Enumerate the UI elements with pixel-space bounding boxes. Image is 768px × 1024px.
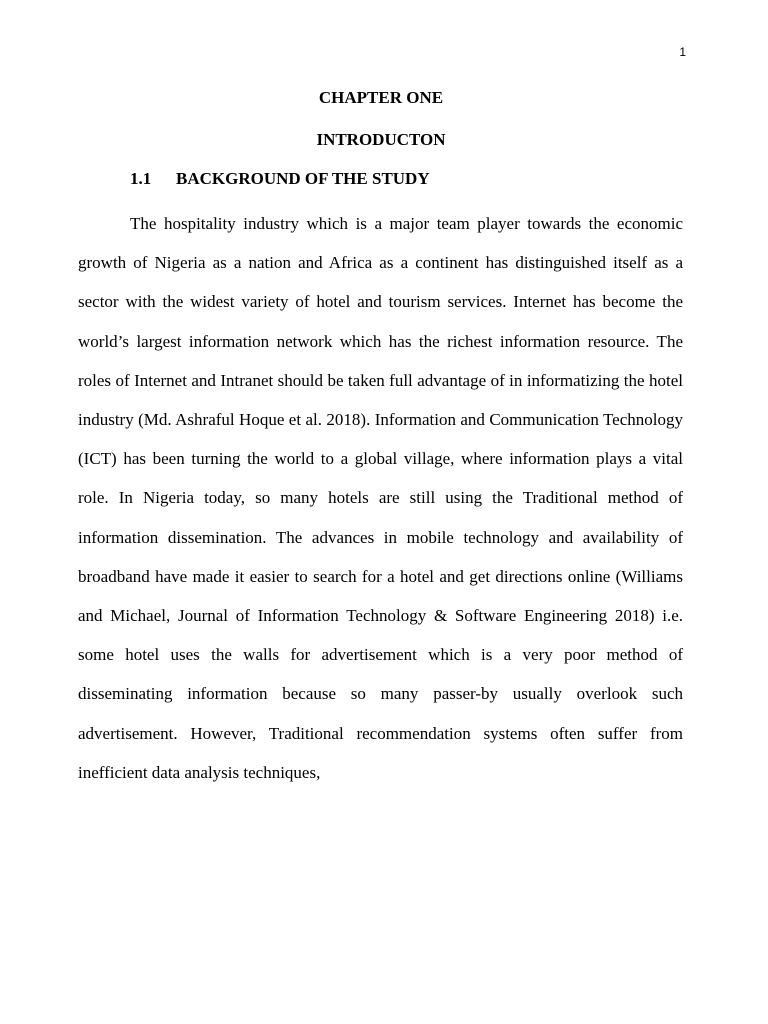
body-paragraph: The hospitality industry which is a major team player towards the economic growth of Nigeria as a nation and Africa as a continent has distinguished itself as a sector with the widest variety of hotel and tourism services. Internet has become the world’s largest information network which has the richest information resource. The roles of Internet and Intranet should be taken full advantage of in informatizing the hotel industry (Md. Ashraful Hoque et al. 2018). Information and Communication Technology (ICT) has been turning the world to a global village, where information plays a vital role. In Nigeria today, so many hotels are still using the Traditional method of information dissemination. The advances in mobile technology and availability of broadband have made it easier to search for a hotel and get directions online (Williams and Michael, Journal of Information Technology & Software Engineering 2018) i.e. some hotel uses the walls for advertisement which is a very poor method of disseminating information because so many passer-by usually overlook such advertisement. However, Traditional recommendation systems often suffer from inefficient data analysis techniques, bbox=[78, 214, 683, 782]
section-number: 1.1 bbox=[130, 169, 152, 188]
chapter-title: CHAPTER ONE bbox=[318, 88, 444, 107]
page-number: 1 bbox=[679, 45, 686, 59]
section-title: BACKGROUND OF THE STUDY bbox=[176, 169, 430, 188]
chapter-subtitle: INTRODUCTON bbox=[316, 130, 446, 149]
section-heading bbox=[130, 168, 686, 190]
